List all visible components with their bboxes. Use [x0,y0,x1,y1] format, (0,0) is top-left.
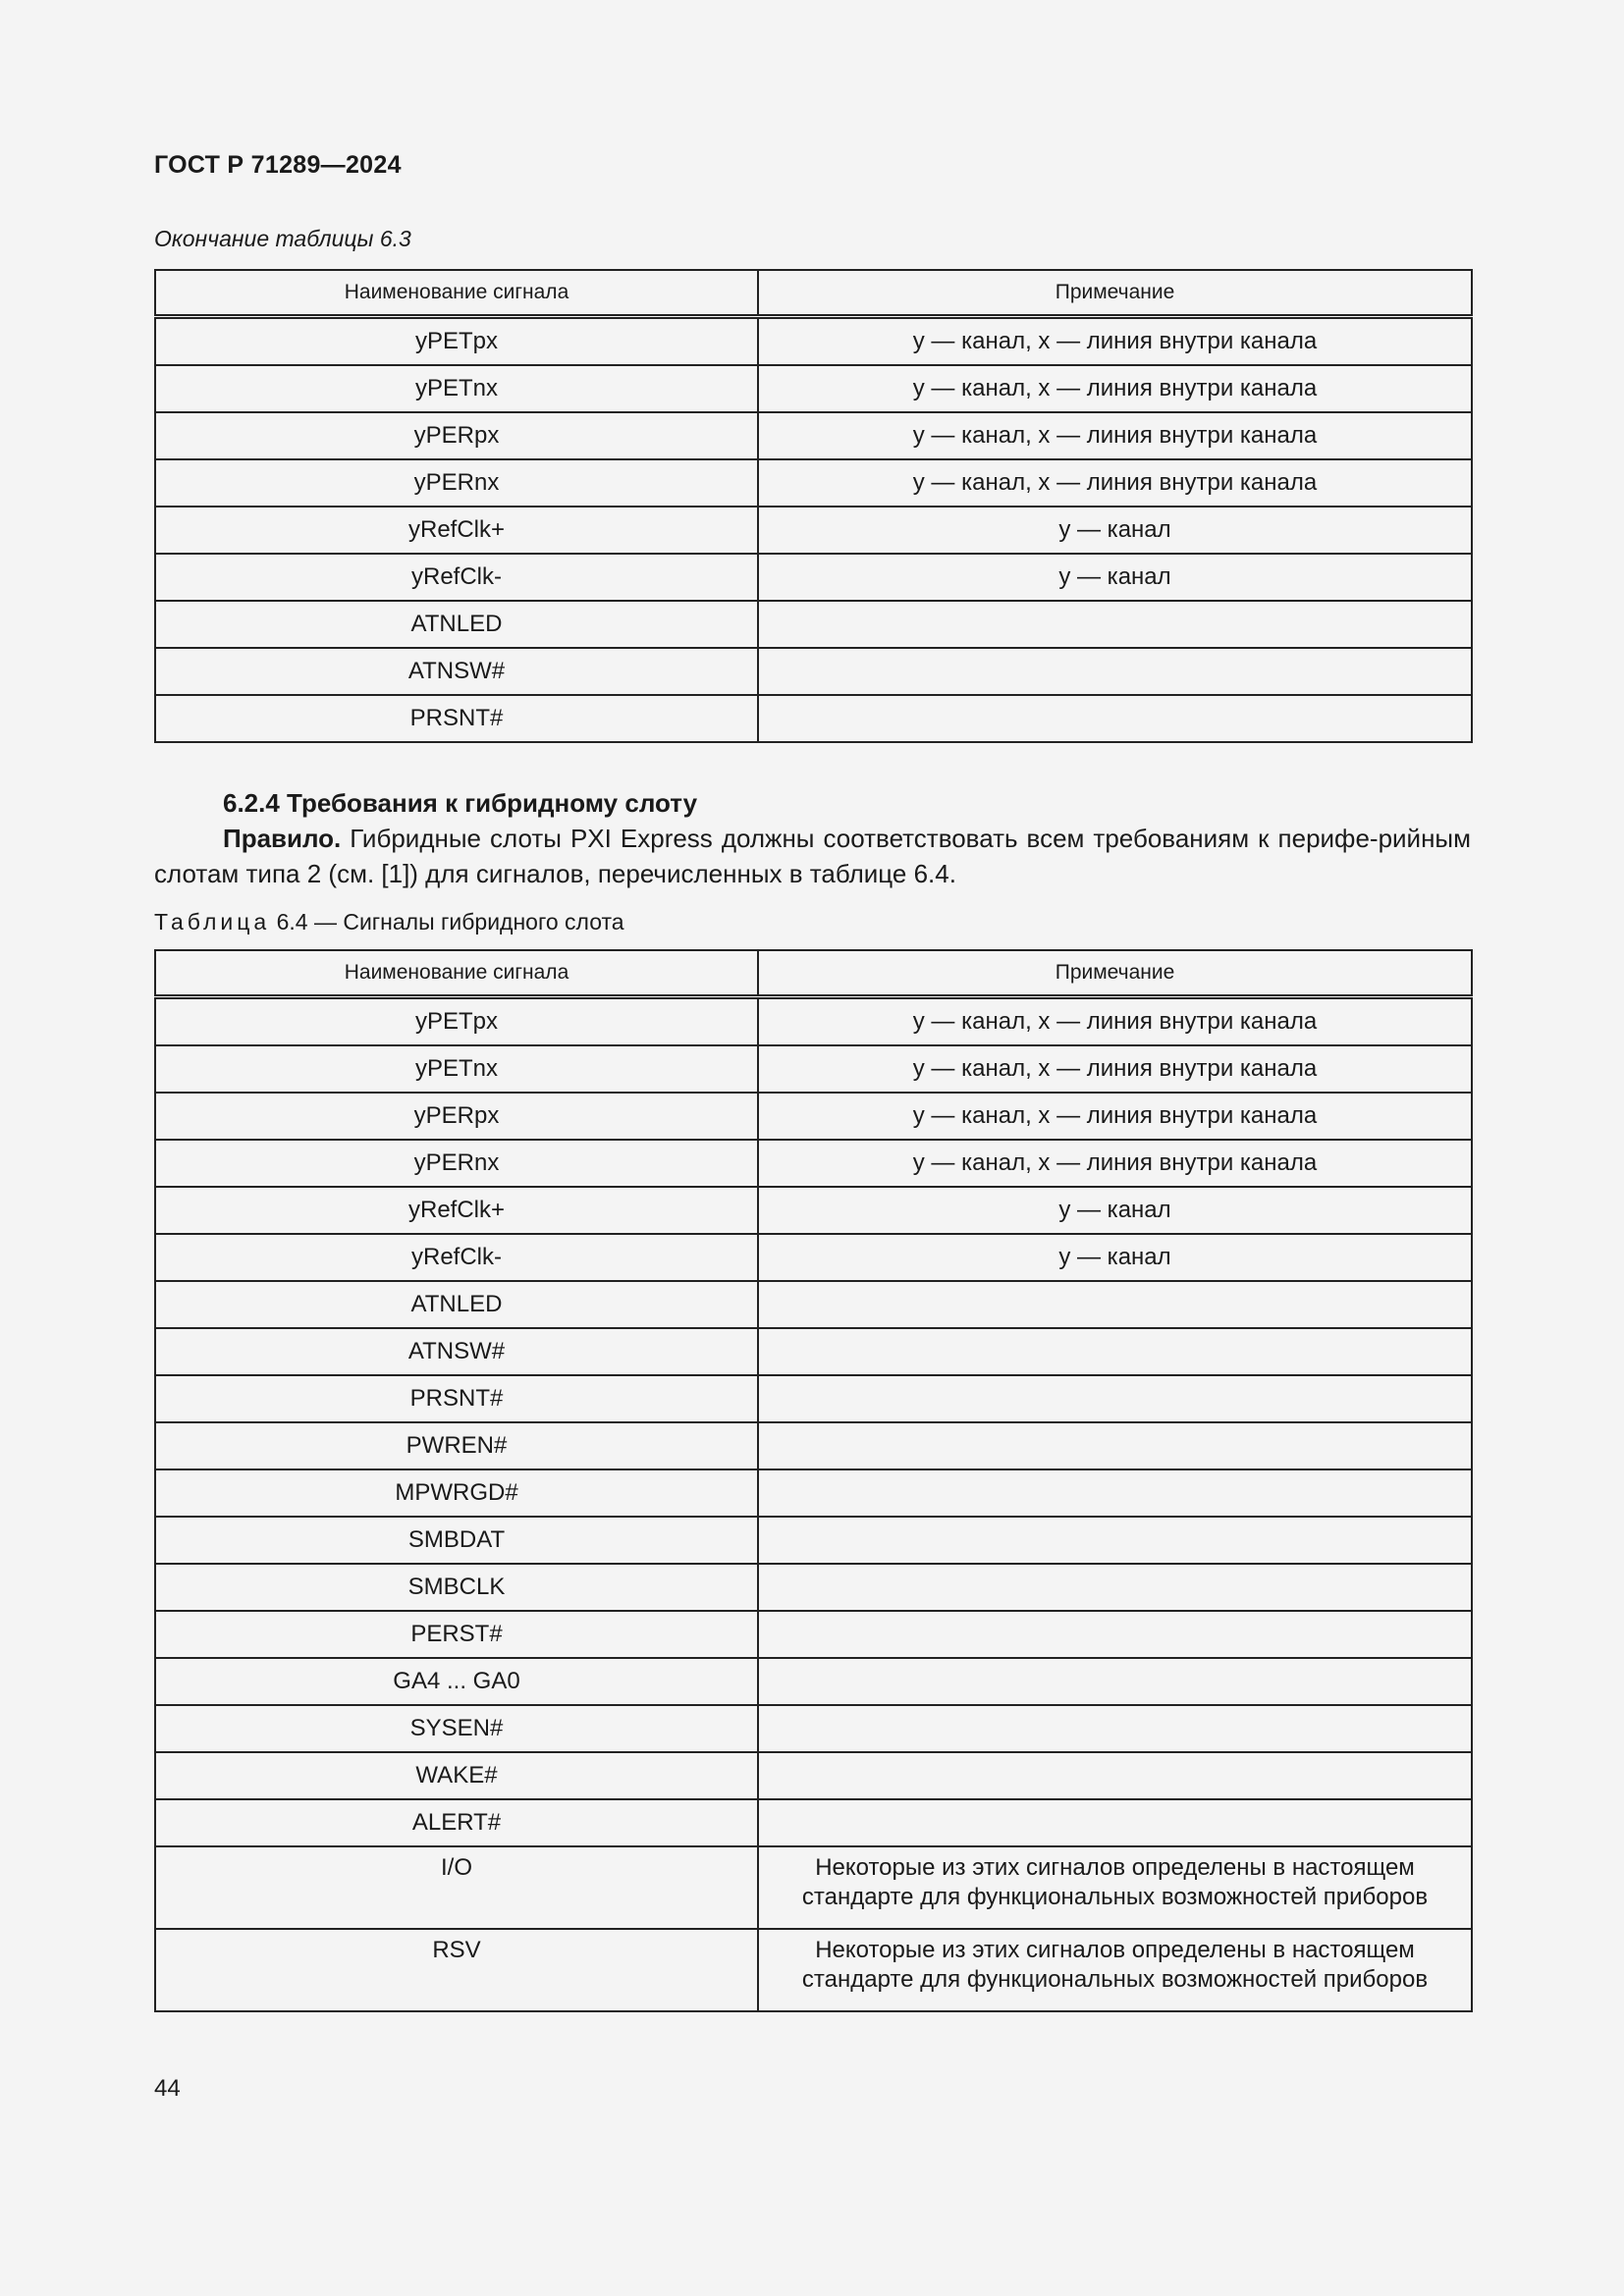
page-number: 44 [154,2075,181,2102]
table-row [155,601,1472,648]
column-header-note: Примечание [758,270,1472,317]
table-row [155,1328,1472,1375]
signal-name-cell: yPETpx [155,317,758,366]
signals-table-6-4 [154,949,1473,2012]
note-cell [758,601,1472,648]
signal-name-cell: ATNLED [155,1281,758,1328]
table-row [155,1140,1472,1187]
table-row [155,1799,1472,1846]
note-cell [758,1469,1472,1517]
table-row [155,554,1472,601]
signal-name-cell: SMBDAT [155,1517,758,1564]
note-cell [758,1752,1472,1799]
note-cell: y — канал, x — линия внутри канала [758,1093,1472,1140]
table-row [155,1658,1472,1705]
table-row [155,1611,1472,1658]
signal-name-cell: RSV [155,1929,758,2011]
table-row [155,1234,1472,1281]
table-row [155,1469,1472,1517]
rule-text: Гибридные слоты PXI Express должны соответствовать всем требованиям к перифе-рийным слотам типа 2 (см. [1]) для сигналов, перечисленных в таблице 6.4. [154,824,1471,888]
note-cell [758,1658,1472,1705]
signal-name-cell: SMBCLK [155,1564,758,1611]
signal-name-cell: WAKE# [155,1752,758,1799]
column-header-note: Примечание [758,950,1472,997]
table-row [155,1375,1472,1422]
signal-name-cell: MPWRGD# [155,1469,758,1517]
note-cell: y — канал, x — линия внутри канала [758,317,1472,366]
column-header-signal-name: Наименование сигнала [155,270,758,317]
note-cell: y — канал [758,507,1472,554]
section-6-2-4 [154,785,1471,891]
section-title: 6.2.4 Требования к гибридному слоту [223,788,698,818]
signals-table-6-3 [154,269,1473,743]
table-row [155,1929,1472,2011]
note-cell: y — канал, x — линия внутри канала [758,412,1472,459]
table-row [155,365,1472,412]
signal-name-cell: yPERpx [155,412,758,459]
signal-name-cell: yPETnx [155,1045,758,1093]
rule-paragraph [154,821,1471,891]
document-header: ГОСТ Р 71289—2024 [154,151,402,179]
table-row [155,459,1472,507]
table-caption [154,909,624,935]
signal-name-cell: yRefClk- [155,1234,758,1281]
note-cell: y — канал, x — линия внутри канала [758,365,1472,412]
column-header-signal-name: Наименование сигнала [155,950,758,997]
table-row [155,1187,1472,1234]
note-cell: Некоторые из этих сигналов определены в настоящем стандарте для функциональных возможностей приборов [758,1846,1472,1929]
signal-name-cell: ATNSW# [155,1328,758,1375]
note-cell [758,1422,1472,1469]
signal-name-cell: SYSEN# [155,1705,758,1752]
signal-name-cell: ALERT# [155,1799,758,1846]
table-caption: Окончание таблицы 6.3 [154,226,411,251]
table-row [155,1422,1472,1469]
note-cell [758,1281,1472,1328]
note-cell: y — канал [758,1234,1472,1281]
signal-name-cell: yPETnx [155,365,758,412]
note-cell [758,1564,1472,1611]
note-cell: y — канал, x — линия внутри канала [758,1140,1472,1187]
signal-name-cell: yPERnx [155,459,758,507]
signal-name-cell: yPERpx [155,1093,758,1140]
note-cell [758,648,1472,695]
signal-name-cell: yRefClk- [155,554,758,601]
note-cell: y — канал, x — линия внутри канала [758,997,1472,1046]
table-row [155,997,1472,1046]
table-body [155,317,1472,743]
signal-name-cell: yPERnx [155,1140,758,1187]
signal-name-cell: I/O [155,1846,758,1929]
note-cell [758,695,1472,742]
signal-name-cell: yRefClk+ [155,1187,758,1234]
note-cell [758,1799,1472,1846]
signal-name-cell: PRSNT# [155,1375,758,1422]
note-cell [758,1328,1472,1375]
table-row [155,412,1472,459]
note-cell [758,1705,1472,1752]
signal-name-cell: GA4 ... GA0 [155,1658,758,1705]
table-row [155,648,1472,695]
note-cell: Некоторые из этих сигналов определены в настоящем стандарте для функциональных возможностей приборов [758,1929,1472,2011]
signal-name-cell: ATNLED [155,601,758,648]
signal-name-cell: PERST# [155,1611,758,1658]
signal-name-cell: PWREN# [155,1422,758,1469]
signal-name-cell: ATNSW# [155,648,758,695]
table-row [155,1705,1472,1752]
rule-label: Правило. [223,824,342,853]
signal-name-cell: PRSNT# [155,695,758,742]
signal-name-cell: yPETpx [155,997,758,1046]
table-row [155,1093,1472,1140]
note-cell [758,1611,1472,1658]
table-row [155,1846,1472,1929]
table-row [155,1517,1472,1564]
note-cell: y — канал, x — линия внутри канала [758,459,1472,507]
table-row [155,317,1472,366]
table-row [155,1045,1472,1093]
table-caption-title: 6.4 — Сигналы гибридного слота [270,909,624,934]
signal-name-cell: yRefClk+ [155,507,758,554]
table-header-row [155,270,1472,317]
table-row [155,1564,1472,1611]
table-row [155,1281,1472,1328]
note-cell [758,1517,1472,1564]
note-cell: y — канал [758,1187,1472,1234]
table-row [155,1752,1472,1799]
table-caption-word: Таблица [154,909,271,934]
note-cell [758,1375,1472,1422]
table-body [155,997,1472,2012]
note-cell: y — канал [758,554,1472,601]
table-row [155,695,1472,742]
note-cell: y — канал, x — линия внутри канала [758,1045,1472,1093]
table-header-row [155,950,1472,997]
table-row [155,507,1472,554]
